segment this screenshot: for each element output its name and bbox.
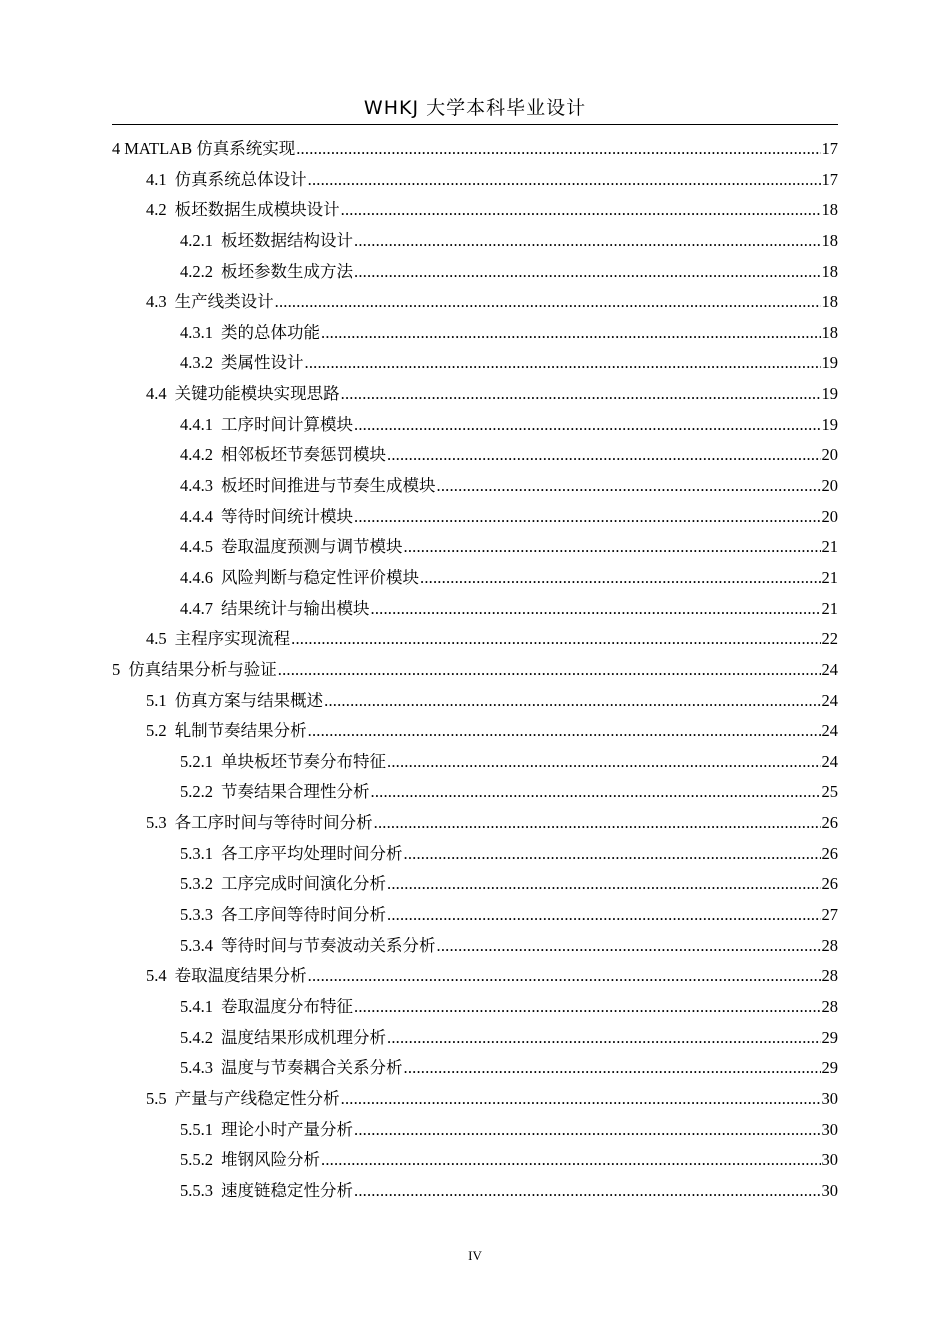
- toc-entry-title: 卷取温度结果分析: [174, 966, 307, 986]
- toc-entry[interactable]: [112, 839, 838, 870]
- toc-entry-number: 5.5.3: [180, 1180, 213, 1200]
- toc-entry-title: 工序完成时间演化分析: [221, 874, 386, 894]
- toc-entry-page: 26: [821, 813, 838, 833]
- toc-entry-title: 生产线类设计: [174, 292, 274, 312]
- toc-entry-page: 27: [821, 905, 838, 925]
- toc-entry[interactable]: [112, 624, 838, 655]
- toc-entry[interactable]: [112, 992, 838, 1023]
- toc-entry[interactable]: [112, 961, 838, 992]
- toc-entry-title: 各工序平均处理时间分析: [221, 843, 403, 863]
- toc-entry-number: 4.4.3: [180, 476, 213, 496]
- toc-entry[interactable]: [112, 165, 838, 196]
- toc-dot-leader: [437, 471, 821, 502]
- toc-entry[interactable]: [112, 931, 838, 962]
- toc-entry-title: 温度与节奏耦合关系分析: [221, 1058, 403, 1078]
- toc-entry-number: 5.5: [146, 1088, 167, 1108]
- toc-entry-number: 5.5.2: [180, 1150, 213, 1170]
- toc-dot-leader: [308, 961, 821, 992]
- toc-entry-page: 29: [821, 1058, 838, 1078]
- toc-dot-leader: [404, 532, 821, 563]
- toc-entry-number: 4.4.1: [180, 414, 213, 434]
- toc-entry-page: 17: [821, 139, 838, 158]
- toc-entry[interactable]: [112, 134, 838, 165]
- toc-entry-title: 板坯数据生成模块设计: [174, 200, 340, 220]
- toc-entry[interactable]: [112, 410, 838, 441]
- toc-dot-leader: [308, 716, 821, 747]
- toc-entry[interactable]: [112, 257, 838, 288]
- toc-dot-leader: [291, 624, 820, 655]
- toc-entry-number: 4.4.6: [180, 567, 213, 587]
- toc-entry-title: 等待时间统计模块: [221, 506, 353, 526]
- toc-entry-page: 25: [821, 782, 838, 802]
- toc-entry-number: 5.3: [146, 813, 167, 833]
- toc-entry-number: 4.4.4: [180, 506, 213, 526]
- toc-entry-number: 5.4.3: [180, 1058, 213, 1078]
- toc-entry-title: 卷取温度分布特征: [221, 996, 353, 1016]
- toc-entry-title: 等待时间与节奏波动关系分析: [221, 935, 436, 955]
- toc-entry-number: 5.4: [146, 966, 167, 986]
- toc-entry-number: 5.4.2: [180, 1027, 213, 1047]
- toc-entry-title: 主程序实现流程: [174, 629, 291, 649]
- toc-entry-number: 5.3.1: [180, 843, 213, 863]
- toc-dot-leader: [308, 165, 821, 196]
- toc-entry-title: 风险判断与稳定性评价模块: [221, 567, 419, 587]
- toc-entry-title: 仿真结果分析与验证: [128, 659, 277, 679]
- toc-entry-title: 板坯参数生成方法: [221, 261, 353, 281]
- toc-entry-title: 类属性设计: [221, 353, 304, 373]
- toc-entry-title: 各工序间等待时间分析: [221, 905, 386, 925]
- toc-entry-page: 28: [821, 935, 838, 955]
- toc-entry-number: 5.3.4: [180, 935, 213, 955]
- toc-dot-leader: [296, 134, 820, 165]
- toc-entry[interactable]: [112, 1084, 838, 1115]
- toc-entry[interactable]: [112, 747, 838, 778]
- toc-entry-number: 4.1: [146, 169, 167, 189]
- toc-dot-leader: [341, 195, 821, 226]
- toc-dot-leader: [341, 379, 821, 410]
- toc-entry-title: 工序时间计算模块: [221, 414, 353, 434]
- toc-entry-page: 17: [821, 169, 838, 189]
- toc-dot-leader: [387, 440, 821, 471]
- toc-entry[interactable]: [112, 594, 838, 625]
- toc-entry-number: 4.2.2: [180, 261, 213, 281]
- toc-entry[interactable]: [112, 716, 838, 747]
- toc-dot-leader: [387, 1023, 821, 1054]
- toc-entry-page: 19: [821, 353, 838, 373]
- toc-entry-page: 24: [821, 690, 838, 710]
- toc-dot-leader: [275, 287, 821, 318]
- toc-entry-number: 4.4.5: [180, 537, 213, 557]
- toc-dot-leader: [305, 348, 821, 379]
- toc-entry-page: 18: [821, 200, 838, 220]
- toc-entry-page: 22: [821, 629, 838, 649]
- toc-entry-page: 21: [821, 598, 838, 618]
- toc-dot-leader: [278, 655, 821, 686]
- toc-entry[interactable]: [112, 1115, 838, 1146]
- toc-dot-leader: [354, 257, 821, 288]
- toc-entry-title: MATLAB 仿真系统实现: [124, 139, 296, 158]
- toc-entry-page: 18: [821, 261, 838, 281]
- toc-entry-title: 节奏结果合理性分析: [221, 782, 370, 802]
- toc-entry-page: 26: [821, 874, 838, 894]
- toc-entry-title: 速度链稳定性分析: [221, 1180, 353, 1200]
- toc-entry[interactable]: [112, 1145, 838, 1176]
- toc-entry[interactable]: [112, 440, 838, 471]
- toc-entry-number: 4: [112, 139, 121, 158]
- toc-entry-page: 29: [821, 1027, 838, 1047]
- toc-dot-leader: [387, 747, 821, 778]
- toc-dot-leader: [354, 410, 821, 441]
- toc-entry-page: 28: [821, 996, 838, 1016]
- toc-entry[interactable]: [112, 1023, 838, 1054]
- toc-entry-title: 产量与产线稳定性分析: [174, 1088, 340, 1108]
- toc-dot-leader: [371, 777, 821, 808]
- toc-dot-leader: [404, 1053, 821, 1084]
- toc-dot-leader: [371, 594, 821, 625]
- toc-entry-number: 4.4.7: [180, 598, 213, 618]
- toc-entry-page: 30: [821, 1088, 838, 1108]
- toc-entry[interactable]: [112, 318, 838, 349]
- toc-entry-number: 4.4.2: [180, 445, 213, 465]
- toc-entry-page: 24: [821, 721, 838, 741]
- toc-entry-page: 24: [821, 659, 838, 679]
- toc-entry-number: 4.5: [146, 629, 167, 649]
- toc-entry[interactable]: [112, 226, 838, 257]
- toc-entry-number: 4.2.1: [180, 230, 213, 250]
- toc-entry-page: 26: [821, 843, 838, 863]
- toc-entry-title: 板坯时间推进与节奏生成模块: [221, 476, 436, 496]
- toc-entry[interactable]: [112, 287, 838, 318]
- toc-entry-number: 5: [112, 659, 121, 679]
- toc-entry-page: 20: [821, 506, 838, 526]
- toc-dot-leader: [437, 931, 821, 962]
- toc-entry-number: 4.3: [146, 292, 167, 312]
- toc-entry[interactable]: [112, 1053, 838, 1084]
- toc-entry-number: 5.4.1: [180, 996, 213, 1016]
- toc-entry-page: 20: [821, 445, 838, 465]
- toc-entry-page: 30: [821, 1180, 838, 1200]
- toc-entry-number: 5.3.2: [180, 874, 213, 894]
- toc-entry-title: 类的总体功能: [221, 322, 320, 342]
- toc-dot-leader: [420, 563, 821, 594]
- page-number: IV: [468, 1248, 482, 1263]
- toc-entry[interactable]: [112, 348, 838, 379]
- toc-entry-page: 21: [821, 567, 838, 587]
- table-of-contents: [112, 134, 838, 1206]
- toc-entry-title: 相邻板坯节奏惩罚模块: [221, 445, 386, 465]
- toc-entry-title: 轧制节奏结果分析: [174, 721, 307, 741]
- toc-entry-title: 仿真方案与结果概述: [174, 690, 324, 710]
- toc-entry-page: 28: [821, 966, 838, 986]
- toc-entry-title: 关键功能模块实现思路: [174, 384, 340, 404]
- toc-entry-number: 4.3.2: [180, 353, 213, 373]
- toc-entry-title: 仿真系统总体设计: [174, 169, 307, 189]
- toc-entry-number: 4.4: [146, 384, 167, 404]
- toc-entry[interactable]: [112, 532, 838, 563]
- toc-entry[interactable]: [112, 379, 838, 410]
- toc-entry-page: 20: [821, 476, 838, 496]
- toc-entry-title: 单块板坯节奏分布特征: [221, 751, 386, 771]
- toc-entry-number: 4.3.1: [180, 322, 213, 342]
- toc-entry-page: 18: [821, 292, 838, 312]
- toc-entry[interactable]: [112, 686, 838, 717]
- toc-entry-title: 各工序时间与等待时间分析: [174, 813, 373, 833]
- toc-dot-leader: [354, 1115, 821, 1146]
- toc-dot-leader: [341, 1084, 821, 1115]
- toc-entry[interactable]: [112, 808, 838, 839]
- toc-entry[interactable]: [112, 471, 838, 502]
- toc-dot-leader: [354, 992, 821, 1023]
- toc-dot-leader: [354, 502, 821, 533]
- page-header-title: WHKJ 大学本科毕业设计: [363, 97, 587, 119]
- toc-dot-leader: [387, 900, 821, 931]
- toc-entry[interactable]: [112, 655, 838, 686]
- toc-entry-title: 板坯数据结构设计: [221, 230, 353, 250]
- toc-entry[interactable]: [112, 502, 838, 533]
- toc-dot-leader: [354, 1176, 821, 1207]
- toc-entry-page: 18: [821, 230, 838, 250]
- toc-dot-leader: [387, 869, 821, 900]
- toc-entry-number: 5.1: [146, 690, 167, 710]
- toc-entry-number: 5.2: [146, 721, 167, 741]
- toc-entry[interactable]: [112, 777, 838, 808]
- toc-entry-title: 理论小时产量分析: [221, 1119, 353, 1139]
- toc-entry-page: 21: [821, 537, 838, 557]
- toc-entry-title: 卷取温度预测与调节模块: [221, 537, 403, 557]
- toc-dot-leader: [321, 318, 821, 349]
- toc-entry-title: 结果统计与输出模块: [221, 598, 370, 618]
- toc-entry-number: 5.2.1: [180, 751, 213, 771]
- toc-dot-leader: [321, 1145, 821, 1176]
- toc-entry-page: 19: [821, 384, 838, 404]
- toc-entry-title: 堆钢风险分析: [221, 1150, 320, 1170]
- toc-dot-leader: [374, 808, 821, 839]
- toc-entry[interactable]: [112, 195, 838, 226]
- toc-entry-number: 5.2.2: [180, 782, 213, 802]
- toc-entry[interactable]: [112, 563, 838, 594]
- toc-entry-page: 24: [821, 751, 838, 771]
- toc-dot-leader: [324, 686, 820, 717]
- toc-entry-number: 4.2: [146, 200, 167, 220]
- toc-entry[interactable]: [112, 869, 838, 900]
- toc-entry[interactable]: [112, 900, 838, 931]
- toc-entry-title: 温度结果形成机理分析: [221, 1027, 386, 1047]
- header-rule: [112, 124, 838, 125]
- toc-entry-page: 18: [821, 322, 838, 342]
- toc-entry[interactable]: [112, 1176, 838, 1207]
- toc-entry-number: 5.3.3: [180, 905, 213, 925]
- toc-entry-page: 30: [821, 1119, 838, 1139]
- toc-dot-leader: [404, 839, 821, 870]
- toc-dot-leader: [354, 226, 821, 257]
- toc-entry-number: 5.5.1: [180, 1119, 213, 1139]
- toc-entry-page: 30: [821, 1150, 838, 1170]
- toc-entry-page: 19: [821, 414, 838, 434]
